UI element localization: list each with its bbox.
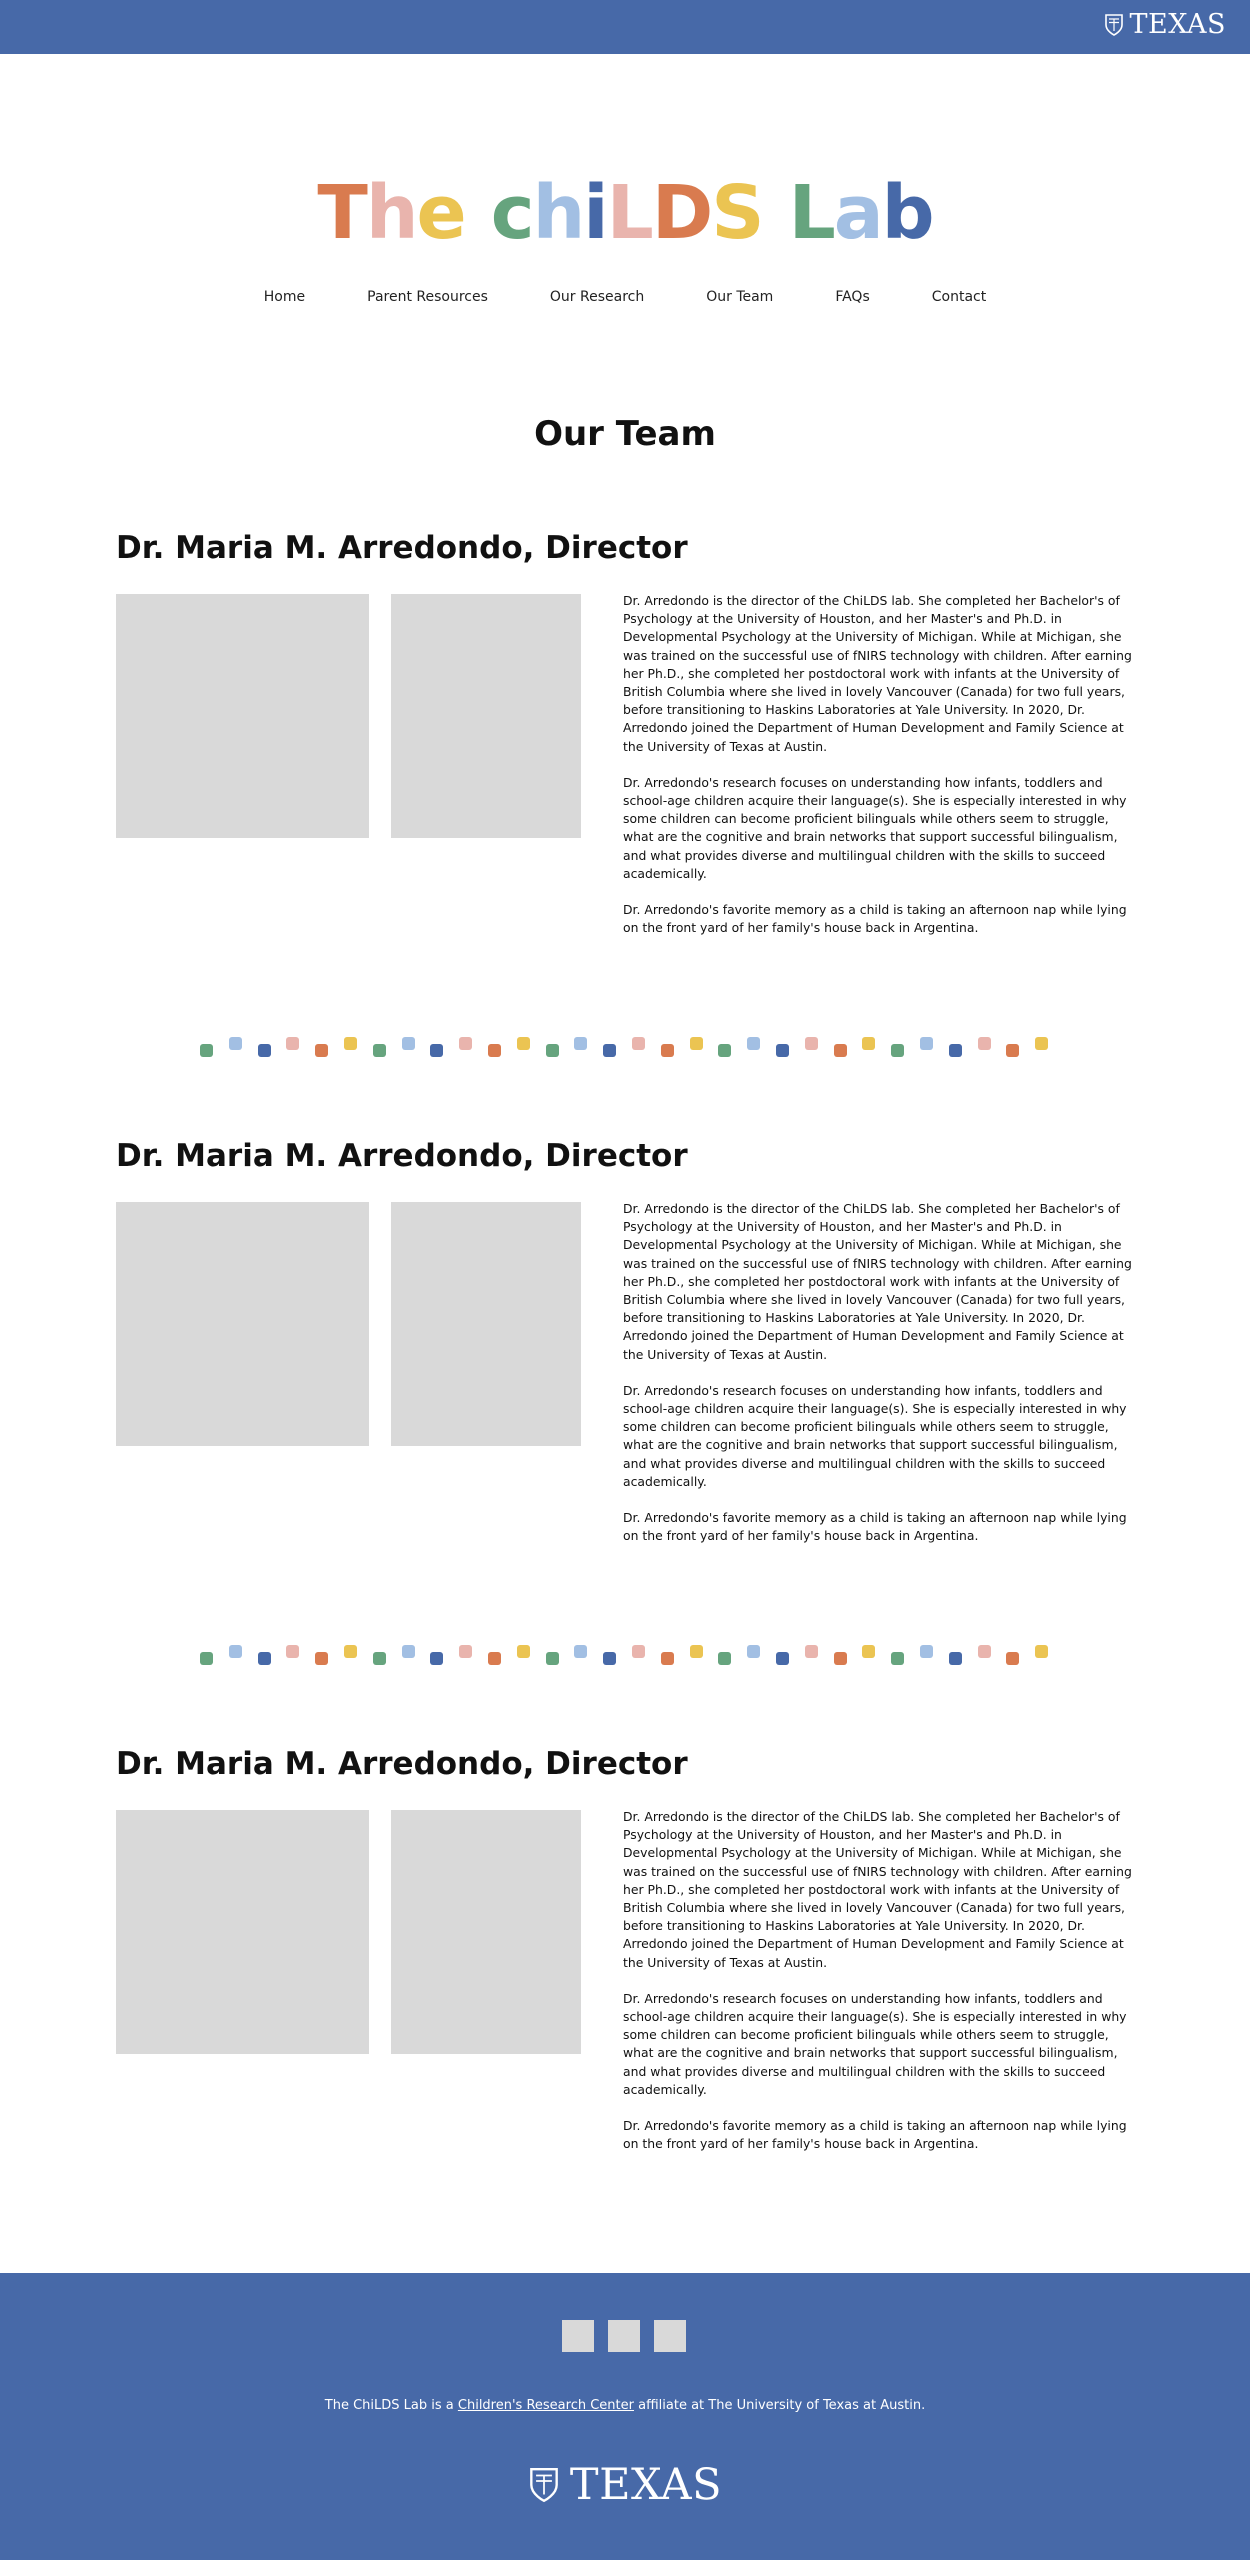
childs-lab-logo[interactable]	[0, 170, 1250, 256]
divider-dot	[747, 1037, 760, 1050]
divider-dot	[200, 1044, 213, 1057]
divider-dot	[834, 1044, 847, 1057]
social-icon-2[interactable]	[608, 2320, 640, 2352]
member-photo-secondary	[391, 1202, 581, 1446]
footer-texas-wordmark: TEXAS	[569, 2460, 723, 2510]
logo-letter: c	[490, 170, 533, 256]
texas-brand-link[interactable]	[1104, 9, 1226, 40]
team-member	[116, 1138, 1134, 1558]
divider-dot	[690, 1645, 703, 1658]
divider-dot	[488, 1652, 501, 1665]
member-photo	[116, 1810, 369, 2054]
divider-dot	[690, 1037, 703, 1050]
divider-dot	[315, 1044, 328, 1057]
divider-dot	[978, 1037, 991, 1050]
divider-dot	[776, 1044, 789, 1057]
childrens-research-center-link[interactable]: Children's Research Center	[457, 2398, 634, 2413]
divider-dot	[718, 1652, 731, 1665]
footer-texas-brand-link[interactable]	[0, 2460, 1250, 2510]
divider-dot	[776, 1652, 789, 1665]
bio-paragraph: Dr. Arredondo's favorite memory as a child is taking an afternoon nap while lying on the front yard of her family's house back in Argentina.	[623, 1510, 1127, 1544]
divider-dot	[286, 1645, 299, 1658]
nav-item-our-team[interactable]: Our Team	[706, 289, 774, 305]
divider-dot	[258, 1652, 271, 1665]
dot-divider	[200, 1036, 1050, 1060]
divider-dot	[834, 1652, 847, 1665]
divider-dot	[517, 1037, 530, 1050]
logo-letter: D	[651, 170, 712, 256]
divider-dot	[1035, 1645, 1048, 1658]
bio-paragraph: Dr. Arredondo is the director of the ChiLDS lab. She completed her Bachelor's of Psychology at the University of Houston, and her Master's and Ph.D. in Developmental Psychology at the University of Michigan. While at Michigan, she was trained on the successful use of fNIRS technology with children. After earning her Ph.D., she completed her postdoctoral work with infants at the University of British Columbia where she lived in lovely Vancouver (Canada) for two full years, before transitioning to Haskins Laboratories at Yale University. In 2020, Dr. Arredondo joined the Department of Human Development and Family Science at the University of Texas at Austin.	[623, 1809, 1132, 1970]
member-bio	[623, 592, 1133, 955]
footer-note	[0, 2398, 1250, 2413]
divider-dot	[603, 1652, 616, 1665]
logo-letter: L	[606, 170, 652, 256]
logo-letter: i	[583, 170, 607, 256]
logo-letter: S	[711, 170, 763, 256]
nav-item-home[interactable]: Home	[263, 289, 306, 305]
divider-dot	[949, 1652, 962, 1665]
divider-dot	[1006, 1652, 1019, 1665]
bio-paragraph: Dr. Arredondo's research focuses on understanding how infants, toddlers and school-age children acquire their language(s). She is especially interested in why some children can become proficient bilinguals while others seem to struggle, what are the cognitive and brain networks that support successful bilingualism, and what provides diverse and multilingual children with the skills to succeed academically.	[623, 774, 1127, 881]
divider-dot	[430, 1044, 443, 1057]
divider-dot	[661, 1652, 674, 1665]
divider-dot	[402, 1037, 415, 1050]
divider-dot	[459, 1645, 472, 1658]
nav-item-faqs[interactable]: FAQs	[835, 289, 870, 305]
divider-dot	[517, 1645, 530, 1658]
team-member	[116, 1746, 1134, 2166]
divider-dot	[344, 1645, 357, 1658]
team-member	[116, 530, 1134, 950]
divider-dot	[661, 1044, 674, 1057]
bio-paragraph: Dr. Arredondo's favorite memory as a child is taking an afternoon nap while lying on the front yard of her family's house back in Argentina.	[623, 902, 1127, 936]
divider-dot	[258, 1044, 271, 1057]
divider-dot	[402, 1645, 415, 1658]
member-photo-secondary	[391, 1810, 581, 2054]
member-photo	[116, 594, 369, 838]
social-icon-1[interactable]	[562, 2320, 594, 2352]
divider-dot	[747, 1645, 760, 1658]
divider-dot	[430, 1652, 443, 1665]
divider-dot	[978, 1645, 991, 1658]
bio-paragraph: Dr. Arredondo's research focuses on understanding how infants, toddlers and school-age children acquire their language(s). She is especially interested in why some children can become proficient bilinguals while others seem to struggle, what are the cognitive and brain networks that support successful bilingualism, and what provides diverse and multilingual children with the skills to succeed academically.	[623, 1382, 1127, 1489]
footer-note-before: The ChiLDS Lab is a	[324, 2398, 458, 2413]
logo-letter: h	[365, 170, 417, 256]
logo-letter: T	[317, 170, 366, 256]
page-title: Our Team	[534, 414, 716, 454]
member-bio	[623, 1808, 1133, 2171]
divider-dot	[229, 1645, 242, 1658]
divider-dot	[603, 1044, 616, 1057]
divider-dot	[574, 1037, 587, 1050]
divider-dot	[862, 1645, 875, 1658]
divider-dot	[229, 1037, 242, 1050]
divider-dot	[891, 1652, 904, 1665]
divider-dot	[632, 1645, 645, 1658]
divider-dot	[1035, 1037, 1048, 1050]
divider-dot	[574, 1645, 587, 1658]
member-name: Dr. Maria M. Arredondo, Director	[116, 1746, 688, 1782]
university-shield-icon	[1104, 13, 1124, 37]
divider-dot	[920, 1037, 933, 1050]
dot-divider	[200, 1644, 1050, 1668]
bio-paragraph: Dr. Arredondo's favorite memory as a child is taking an afternoon nap while lying on the front yard of her family's house back in Argentina.	[623, 2118, 1127, 2152]
nav-item-contact[interactable]: Contact	[931, 289, 987, 305]
member-bio	[623, 1200, 1133, 1563]
divider-dot	[949, 1044, 962, 1057]
divider-dot	[805, 1037, 818, 1050]
social-links	[562, 2320, 700, 2352]
logo-letter: a	[833, 170, 882, 256]
logo-letter: e	[416, 170, 465, 256]
divider-dot	[546, 1652, 559, 1665]
logo-letter: b	[881, 170, 933, 256]
logo-letter: L	[788, 170, 834, 256]
divider-dot	[891, 1044, 904, 1057]
nav-item-our-research[interactable]: Our Research	[549, 289, 645, 305]
divider-dot	[459, 1037, 472, 1050]
bio-paragraph: Dr. Arredondo's research focuses on understanding how infants, toddlers and school-age children acquire their language(s). She is especially interested in why some children can become proficient bilinguals while others seem to struggle, what are the cognitive and brain networks that support successful bilingualism, and what provides diverse and multilingual children with the skills to succeed academically.	[623, 1990, 1127, 2097]
nav-item-parent-resources[interactable]: Parent Resources	[367, 289, 488, 305]
divider-dot	[632, 1037, 645, 1050]
divider-dot	[344, 1037, 357, 1050]
member-photo-secondary	[391, 594, 581, 838]
bio-paragraph: Dr. Arredondo is the director of the ChiLDS lab. She completed her Bachelor's of Psychology at the University of Houston, and her Master's and Ph.D. in Developmental Psychology at the University of Michigan. While at Michigan, she was trained on the successful use of fNIRS technology with children. After earning her Ph.D., she completed her postdoctoral work with infants at the University of British Columbia where she lived in lovely Vancouver (Canada) for two full years, before transitioning to Haskins Laboratories at Yale University. In 2020, Dr. Arredondo joined the Department of Human Development and Family Science at the University of Texas at Austin.	[623, 593, 1132, 754]
bio-paragraph: Dr. Arredondo is the director of the ChiLDS lab. She completed her Bachelor's of Psychology at the University of Houston, and her Master's and Ph.D. in Developmental Psychology at the University of Michigan. While at Michigan, she was trained on the successful use of fNIRS technology with children. After earning her Ph.D., she completed her postdoctoral work with infants at the University of British Columbia where she lived in lovely Vancouver (Canada) for two full years, before transitioning to Haskins Laboratories at Yale University. In 2020, Dr. Arredondo joined the Department of Human Development and Family Science at the University of Texas at Austin.	[623, 1201, 1132, 1362]
divider-dot	[1006, 1044, 1019, 1057]
divider-dot	[373, 1044, 386, 1057]
member-photo	[116, 1202, 369, 1446]
divider-dot	[315, 1652, 328, 1665]
top-bar	[0, 0, 1250, 54]
member-name: Dr. Maria M. Arredondo, Director	[116, 1138, 688, 1174]
logo-letter: h	[532, 170, 584, 256]
member-name: Dr. Maria M. Arredondo, Director	[116, 530, 688, 566]
main-nav	[0, 289, 1250, 305]
divider-dot	[862, 1037, 875, 1050]
divider-dot	[200, 1652, 213, 1665]
divider-dot	[920, 1645, 933, 1658]
texas-wordmark: TEXAS	[1129, 9, 1226, 40]
divider-dot	[546, 1044, 559, 1057]
divider-dot	[718, 1044, 731, 1057]
divider-dot	[286, 1037, 299, 1050]
footer-note-after: affiliate at The University of Texas at Austin.	[633, 2398, 926, 2413]
divider-dot	[488, 1044, 501, 1057]
footer	[0, 2273, 1250, 2560]
divider-dot	[373, 1652, 386, 1665]
divider-dot	[805, 1645, 818, 1658]
university-shield-icon	[528, 2466, 560, 2504]
social-icon-3[interactable]	[654, 2320, 686, 2352]
